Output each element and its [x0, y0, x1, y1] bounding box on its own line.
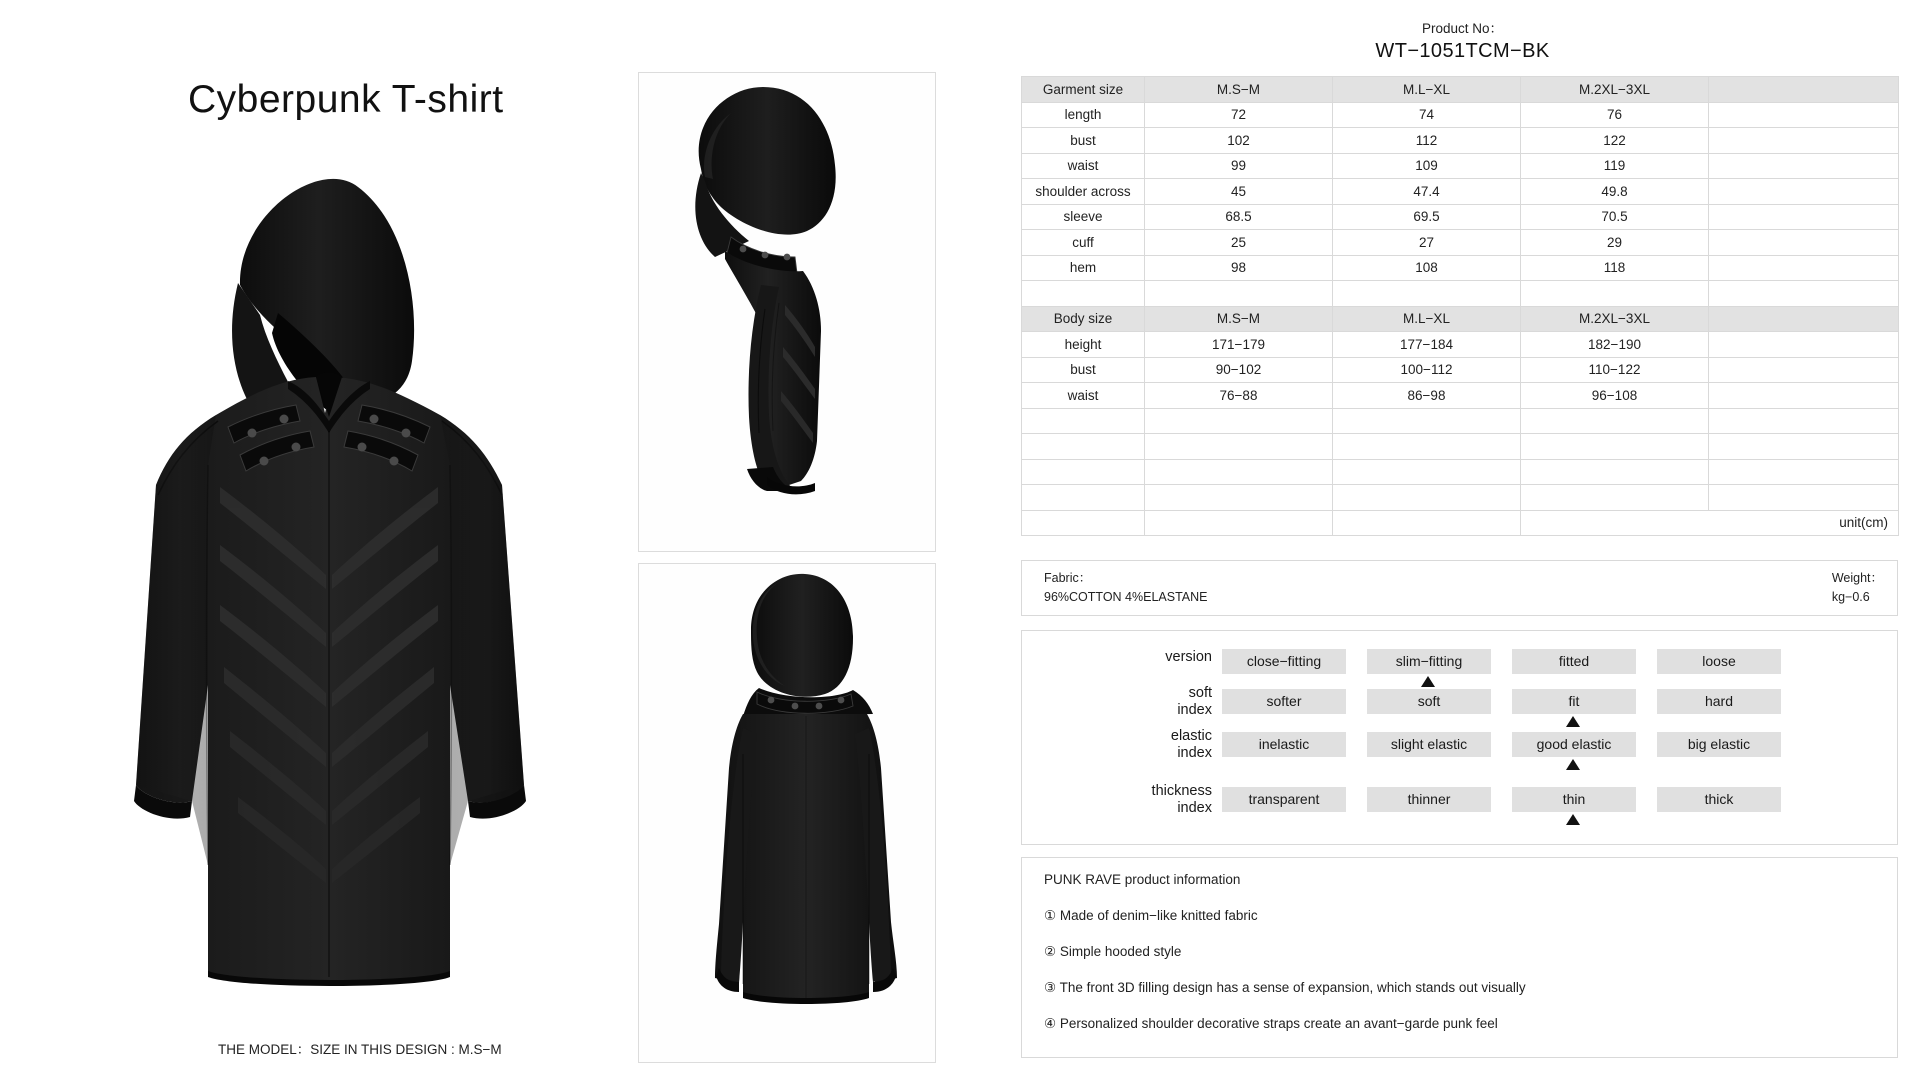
spec-sheet-panel [1005, 0, 1920, 1080]
row-value: 118 [1521, 255, 1709, 281]
weight-info [1832, 569, 1883, 607]
soft-selected-marker [1566, 716, 1580, 727]
table-spacer-row [1022, 281, 1899, 307]
soft-option-3[interactable]: hard [1657, 689, 1781, 714]
product-information-line-1: ① Made of denim−like knitted fabric [1044, 908, 1258, 923]
elastic-option-2[interactable]: good elastic [1512, 732, 1636, 757]
row-value: 49.8 [1521, 179, 1709, 205]
left-illustration-panel [0, 0, 620, 1080]
row-value: 171−179 [1145, 332, 1333, 358]
row-value: 177−184 [1333, 332, 1521, 358]
row-label: bust [1022, 128, 1145, 154]
table-spacer-row [1022, 485, 1899, 511]
index-label-soft-line2: index [1177, 702, 1212, 718]
table-row [1022, 357, 1899, 383]
garment-size-header-3: M.2XL−3XL [1521, 77, 1709, 103]
row-value: 110−122 [1521, 357, 1709, 383]
garment-size-header-2: M.L−XL [1333, 77, 1521, 103]
row-value: 119 [1521, 153, 1709, 179]
index-label-thickness [1092, 783, 1212, 817]
row-value: 109 [1333, 153, 1521, 179]
index-label-soft [1092, 685, 1212, 719]
fabric-value: 96%COTTON 4%ELASTANE [1044, 590, 1208, 604]
version-option-0[interactable]: close−fitting [1222, 649, 1346, 674]
row-value [1709, 153, 1899, 179]
body-size-header-0: Body size [1022, 306, 1145, 332]
row-value: 45 [1145, 179, 1333, 205]
thickness-selected-marker [1566, 814, 1580, 825]
table-row [1022, 255, 1899, 281]
row-value: 86−98 [1333, 383, 1521, 409]
table-spacer-row [1022, 434, 1899, 460]
table-row [1022, 204, 1899, 230]
page-title: Cyberpunk T-shirt [188, 78, 504, 121]
table-row [1022, 102, 1899, 128]
back-view-photo [638, 563, 936, 1063]
garment-size-header-4 [1709, 77, 1899, 103]
row-value: 96−108 [1521, 383, 1709, 409]
row-value: 76−88 [1145, 383, 1333, 409]
row-label: cuff [1022, 230, 1145, 256]
row-value: 182−190 [1521, 332, 1709, 358]
body-size-header-3: M.2XL−3XL [1521, 306, 1709, 332]
table-row [1022, 332, 1899, 358]
product-information-line-4: ④ Personalized shoulder decorative straps create an avant−garde punk feel [1044, 1016, 1498, 1031]
index-row-elastic [1022, 728, 1899, 786]
row-label: bust [1022, 357, 1145, 383]
version-option-1[interactable]: slim−fitting [1367, 649, 1491, 674]
row-value [1709, 255, 1899, 281]
soft-option-2[interactable]: fit [1512, 689, 1636, 714]
garment-size-table [1021, 76, 1899, 536]
elastic-option-1[interactable]: slight elastic [1367, 732, 1491, 757]
index-row-thickness [1022, 783, 1899, 841]
elastic-option-3[interactable]: big elastic [1657, 732, 1781, 757]
row-value [1709, 102, 1899, 128]
row-value [1709, 383, 1899, 409]
row-value: 29 [1521, 230, 1709, 256]
table-spacer-row [1022, 408, 1899, 434]
row-label: hem [1022, 255, 1145, 281]
garment-size-header-1: M.S−M [1145, 77, 1333, 103]
product-information-title: PUNK RAVE product information [1044, 872, 1241, 887]
row-value: 74 [1333, 102, 1521, 128]
thickness-option-3[interactable]: thick [1657, 787, 1781, 812]
fabric-label: Fabric： [1044, 571, 1092, 585]
row-value: 122 [1521, 128, 1709, 154]
body-size-header-row [1022, 306, 1899, 332]
row-value: 98 [1145, 255, 1333, 281]
table-row [1022, 179, 1899, 205]
product-information-line-3: ③ The front 3D filling design has a sense of expansion, which stands out visually [1044, 980, 1526, 995]
unit-note: unit(cm) [1521, 510, 1899, 536]
model-size-note: THE MODEL：SIZE IN THIS DESIGN : M.S−M [218, 1042, 502, 1057]
body-size-header-4 [1709, 306, 1899, 332]
garment-size-header-0: Garment size [1022, 77, 1145, 103]
row-value [1709, 357, 1899, 383]
version-option-2[interactable]: fitted [1512, 649, 1636, 674]
product-information-line-2: ② Simple hooded style [1044, 944, 1182, 959]
front-view-illustration [120, 165, 540, 1010]
table-row [1022, 128, 1899, 154]
table-row [1022, 383, 1899, 409]
elastic-option-0[interactable]: inelastic [1222, 732, 1346, 757]
product-number-label: Product No： [1421, 21, 1504, 36]
row-value: 99 [1145, 153, 1333, 179]
thickness-option-0[interactable]: transparent [1222, 787, 1346, 812]
row-value: 102 [1145, 128, 1333, 154]
elastic-selected-marker [1566, 759, 1580, 770]
unit-row [1022, 510, 1899, 536]
body-size-header-2: M.L−XL [1333, 306, 1521, 332]
table-row [1022, 153, 1899, 179]
index-label-elastic [1092, 728, 1212, 762]
body-size-header-1: M.S−M [1145, 306, 1333, 332]
row-value [1709, 332, 1899, 358]
row-value [1709, 128, 1899, 154]
row-value: 72 [1145, 102, 1333, 128]
index-label-elastic-line2: index [1177, 745, 1212, 761]
product-information-box [1021, 857, 1898, 1058]
row-value: 108 [1333, 255, 1521, 281]
property-index-box [1021, 630, 1898, 845]
row-label: length [1022, 102, 1145, 128]
row-value: 70.5 [1521, 204, 1709, 230]
row-label: height [1022, 332, 1145, 358]
thickness-option-1[interactable]: thinner [1367, 787, 1491, 812]
row-value: 100−112 [1333, 357, 1521, 383]
weight-value: kg−0.6 [1831, 590, 1870, 604]
fabric-info-box [1021, 560, 1898, 616]
product-number-value: WT−1051TCM−BK [1375, 40, 1550, 62]
version-option-3[interactable]: loose [1657, 649, 1781, 674]
row-label: shoulder across [1022, 179, 1145, 205]
row-value [1709, 179, 1899, 205]
index-label-thickness-line1: thickness [1151, 783, 1212, 799]
row-value [1709, 204, 1899, 230]
soft-option-1[interactable]: soft [1367, 689, 1491, 714]
garment-size-header-row [1022, 77, 1899, 103]
row-label: sleeve [1022, 204, 1145, 230]
row-label: waist [1022, 153, 1145, 179]
row-value: 76 [1521, 102, 1709, 128]
size-tables [1021, 76, 1898, 536]
photo-column [638, 0, 958, 1080]
weight-label: Weight： [1831, 571, 1883, 585]
row-value: 68.5 [1145, 204, 1333, 230]
index-label-soft-line1: soft [1188, 685, 1212, 701]
thickness-option-2[interactable]: thin [1512, 787, 1636, 812]
row-value [1709, 230, 1899, 256]
row-value: 69.5 [1333, 204, 1521, 230]
side-view-photo [638, 72, 936, 552]
row-value: 25 [1145, 230, 1333, 256]
table-spacer-row [1022, 459, 1899, 485]
fabric-info [1044, 569, 1207, 607]
soft-option-0[interactable]: softer [1222, 689, 1346, 714]
row-value: 90−102 [1145, 357, 1333, 383]
row-value: 27 [1333, 230, 1521, 256]
index-label-version: version [1165, 649, 1212, 665]
index-label-thickness-line2: index [1177, 800, 1212, 816]
index-label-elastic-line1: elastic [1170, 728, 1212, 744]
row-value: 47.4 [1333, 179, 1521, 205]
product-number-block [1005, 20, 1920, 64]
version-selected-marker [1421, 676, 1435, 687]
row-value: 112 [1333, 128, 1521, 154]
table-row [1022, 230, 1899, 256]
row-label: waist [1022, 383, 1145, 409]
